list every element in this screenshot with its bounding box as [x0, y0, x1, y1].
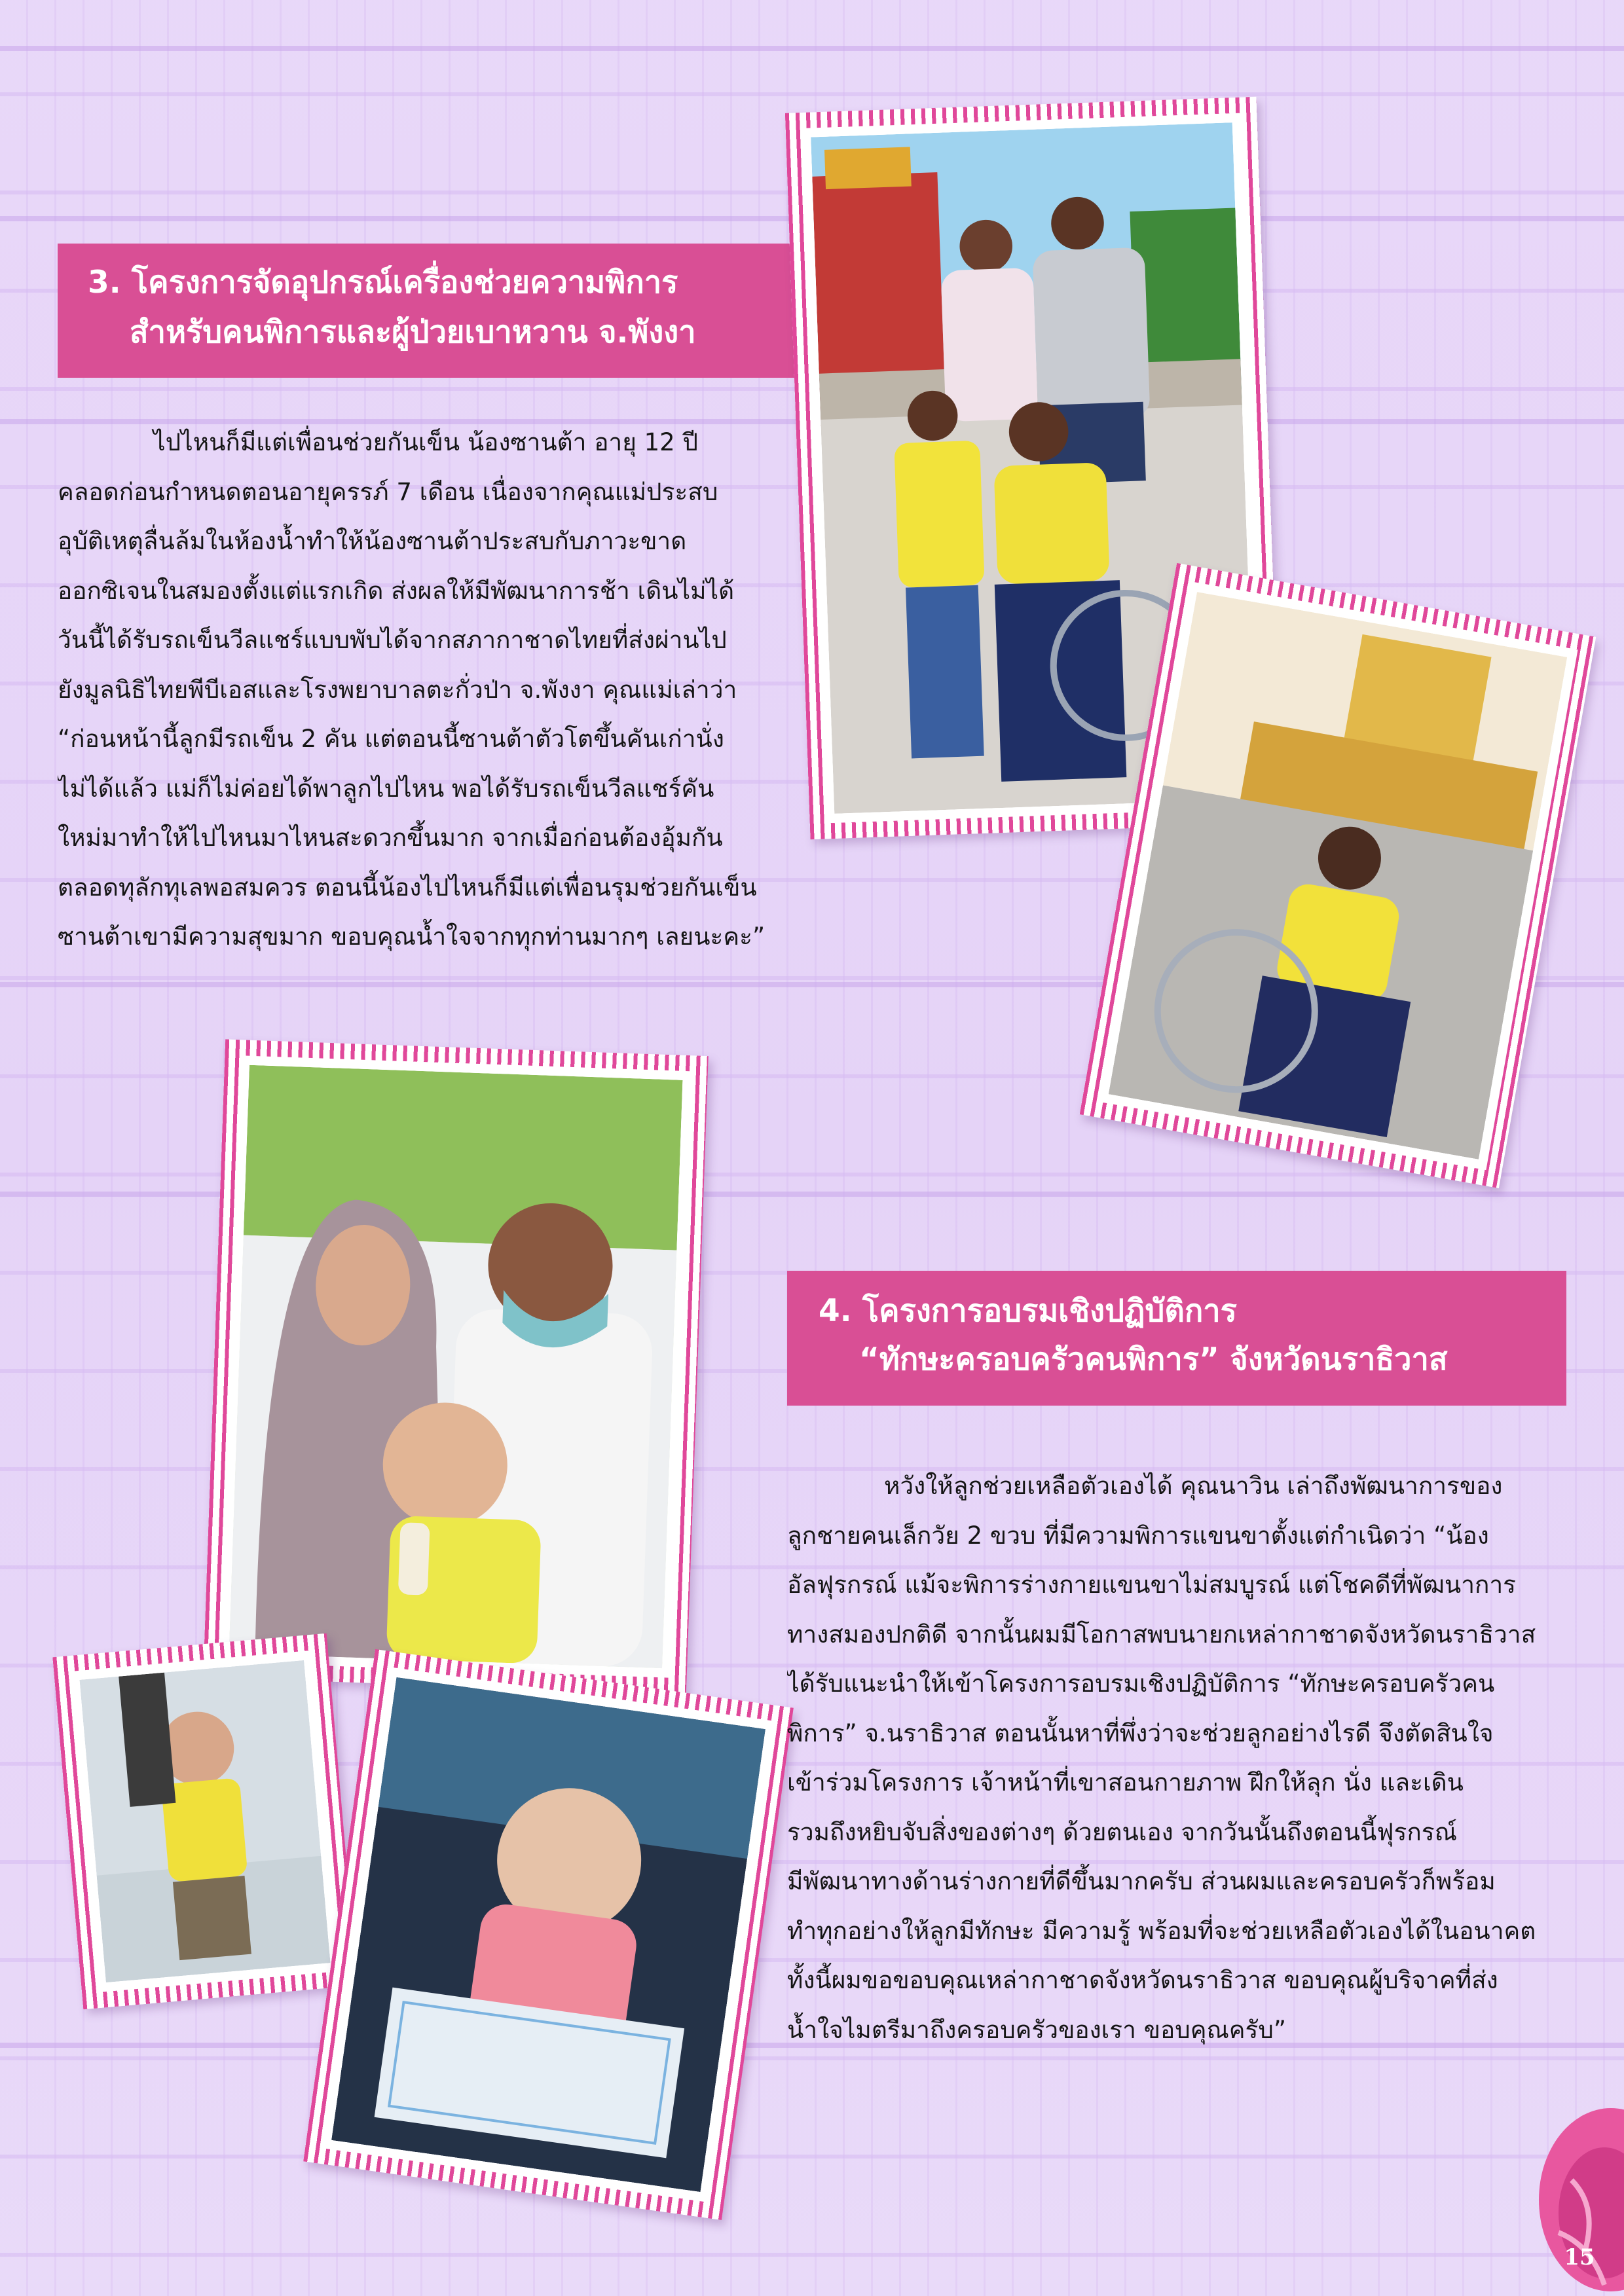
section4-line: ทำทุกอย่างให้ลูกมีทักษะ มีความรู้ พร้อมที่จะช่วยเหลือตัวเองได้ในอนาคต	[787, 1916, 1536, 1945]
section4-line: ลูกชายคนเล็กวัย 2 ขวบ ที่มีความพิการแขนขาตั้งแต่กำเนิดว่า “น้อง	[787, 1521, 1489, 1550]
section4-line: อัลฟุรกรณ์ แม้จะพิการร่างกายแขนขาไม่สมบูรณ์ แต่โชคดีที่พัฒนาการ	[787, 1571, 1517, 1599]
parents-baby-photo	[229, 1065, 683, 1669]
section3-paragraph	[58, 418, 781, 962]
section4-line: รวมถึงหยิบจับสิ่งของต่างๆ ด้วยตนเอง จากวันนั้นถึงตอนนี้ฟุรกรณ์	[787, 1817, 1457, 1846]
section4-line: ทางสมองปกติดี จากนั้นผมมีโอกาสพบนายกเหล่ากาชาดจังหวัดนราธิวาส	[787, 1620, 1536, 1649]
section4-line: เข้าร่วมโครงการ เจ้าหน้าที่เขาสอนกายภาพ ฝึกให้ลุก นั่ง และเดิน	[787, 1768, 1464, 1796]
section3-line: ยังมูลนิธิไทยพีบีเอสและโรงพยาบาลตะกั่วป่า จ.พังงา คุณแม่เล่าว่า	[58, 675, 737, 704]
section3-line: อุบัติเหตุลื่นล้มในห้องน้ำทำให้น้องซานต้าประสบกับภาวะขาด	[58, 527, 687, 555]
section3-line: วันนี้ได้รับรถเข็นวีลแชร์แบบพับได้จากสภากาชาดไทยที่ส่งผ่านไป	[58, 626, 727, 654]
section3-line: ซานต้าเขามีความสุขมาก ขอบคุณน้ำใจจากทุกท่านมากๆ เลยนะคะ”	[58, 922, 766, 951]
section4-title-line2: “ทักษะครอบครัวคนพิการ” จังหวัดนราธิวาส	[859, 1341, 1448, 1377]
section3-line: ไม่ได้แล้ว แม่ก็ไม่ค่อยได้พาลูกไปไหน พอได้รับรถเข็นวีลแชร์คัน	[58, 774, 714, 803]
baby-standing-photo	[79, 1660, 330, 1982]
section3-line: คลอดก่อนกำหนดตอนอายุครรภ์ 7 เดือน เนื่องจากคุณแม่ประสบ	[58, 477, 718, 506]
section3-title-line1: 3. โครงการจัดอุปกรณ์เครื่องช่วยความพิการ	[88, 264, 678, 301]
section3-line: ใหม่มาทำให้ไปไหนมาไหนสะดวกขึ้นมาก จากเมื่อก่อนต้องอุ้มกัน	[58, 824, 723, 852]
section4-line: พิการ” จ.นราธิวาส ตอนนั้นหาที่พึ่งว่าจะช่วยลูกอย่างไรดี จึงตัดสินใจ	[787, 1719, 1494, 1747]
baby-writing-photo	[331, 1677, 766, 2192]
section4-line: ได้รับแนะนำให้เข้าโครงการอบรมเชิงปฏิบัติการ “ทักษะครอบครัวคน	[787, 1669, 1495, 1698]
section4-paragraph	[787, 1461, 1557, 2054]
section4-title-line1: 4. โครงการอบรมเชิงปฏิบัติการ	[819, 1293, 1237, 1329]
section3-line: ออกซิเจนในสมองตั้งแต่แรกเกิด ส่งผลให้มีพัฒนาการช้า เดินไม่ได้	[58, 576, 735, 605]
wood-plank-line	[0, 46, 1624, 51]
section3-line: ตลอดทุลักทุเลพอสมควร ตอนนี้น้องไปไหนก็มีแต่เพื่อนรุมช่วยกันเข็น	[58, 873, 757, 902]
section3-line: “ก่อนหน้านี้ลูกมีรถเข็น 2 คัน แต่ตอนนี้ซานต้าตัวโตขึ้นคันเก่านั่ง	[58, 725, 724, 753]
section3-line: ไปไหนก็มีแต่เพื่อนช่วยกันเข็น น้องซานต้า อายุ 12 ปี	[153, 428, 698, 456]
photo-frame-parents-baby	[203, 1039, 709, 1694]
section4-title-banner	[787, 1271, 1566, 1406]
section4-line: มีพัฒนาทางด้านร่างกายที่ดีขึ้นมากครับ ส่วนผมและครอบครัวก็พร้อม	[787, 1867, 1496, 1895]
section4-line: หวังให้ลูกช่วยเหลือตัวเองได้ คุณนาวิน เล่าถึงพัฒนาการของ	[884, 1472, 1503, 1500]
photo-frame-baby-standing	[52, 1633, 357, 2010]
section4-line: น้ำใจไมตรีมาถึงครอบครัวของเรา ขอบคุณครับ”	[787, 2015, 1287, 2044]
section4-line: ทั้งนี้ผมขอขอบคุณเหล่ากาชาดจังหวัดนราธิวาส ขอบคุณผู้บริจาคที่ส่ง	[787, 1966, 1498, 1994]
boy-wheelchair-photo	[1109, 592, 1568, 1159]
section3-title-line2: สำหรับคนพิการและผู้ป่วยเบาหวาน จ.พังงา	[130, 314, 696, 350]
page-number: 15	[1564, 2244, 1595, 2270]
photo-frame-baby-writing	[303, 1649, 794, 2220]
section3-title-banner	[58, 244, 834, 378]
